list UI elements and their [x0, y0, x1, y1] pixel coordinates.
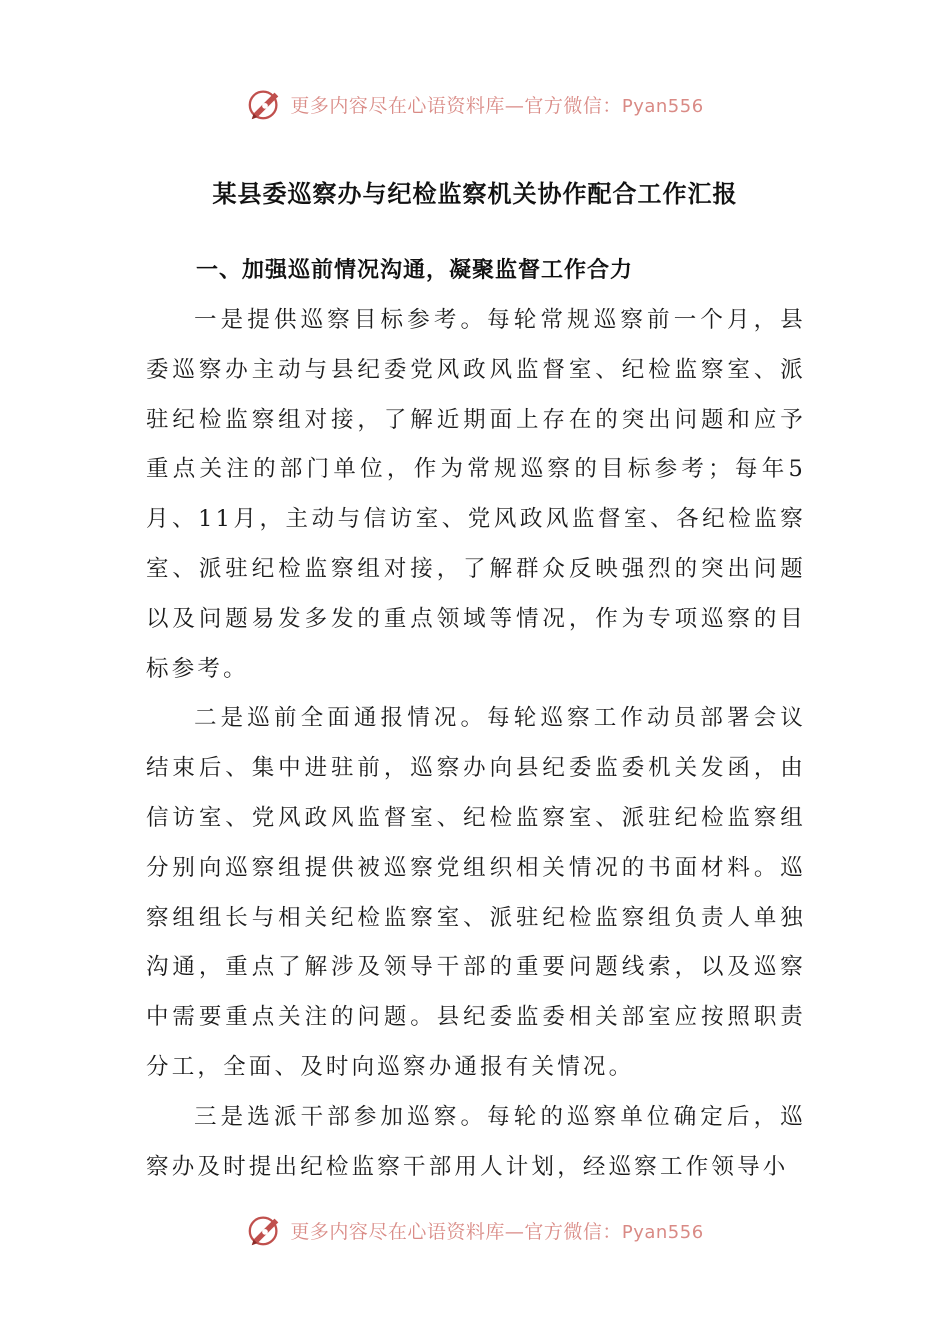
paragraph-1: 一是提供巡察目标参考。每轮常规巡察前一个月，县委巡察办主动与县纪委党风政风监督室、纪检监察室、派驻纪检监察组对接，了解近期面上存在的突出问题和应予重点关注的部门单位，作为常规巡察的目标参考；每年5月、11月，主动与信访室、党风政风监督室、各纪检监察室、派驻纪检监察组对接，了解群众反映强烈的突出问题以及问题易发多发的重点领域等情况，作为专项巡察的目标参考。: [146, 307, 806, 682]
header-banner: [0, 84, 950, 124]
document-body: [146, 246, 806, 1192]
document-title: 某县委巡察办与纪检监察机关协作配合工作汇报: [212, 179, 738, 208]
footer-banner: [0, 1210, 950, 1250]
pen-circle-icon: [246, 85, 284, 123]
banner-text: 更多内容尽在心语资料库—官方微信：Pyan556: [290, 1220, 704, 1243]
paragraph-2: 二是巡前全面通报情况。每轮巡察工作动员部署会议结束后、集中进驻前，巡察办向县纪委监委机关发函，由信访室、党风政风监督室、纪检监察室、派驻纪检监察组分别向巡察组提供被巡察党组织相关情况的书面材料。巡察组组长与相关纪检监察室、派驻纪检监察组负责人单独沟通，重点了解涉及领导干部的重要问题线索，以及巡察中需要重点关注的问题。县纪委监委相关部室应按照职责分工，全面、及时向巡察办通报有关情况。: [146, 705, 806, 1080]
paragraph-3: 三是选派干部参加巡察。每轮的巡察单位确定后，巡察办及时提出纪检监察干部用人计划，经巡察工作领导小: [146, 1103, 806, 1180]
pen-circle-icon: [246, 1211, 284, 1249]
banner-text: 更多内容尽在心语资料库—官方微信：Pyan556: [290, 94, 704, 117]
section-heading: 一、加强巡前情况沟通，凝聚监督工作合力: [196, 258, 634, 283]
